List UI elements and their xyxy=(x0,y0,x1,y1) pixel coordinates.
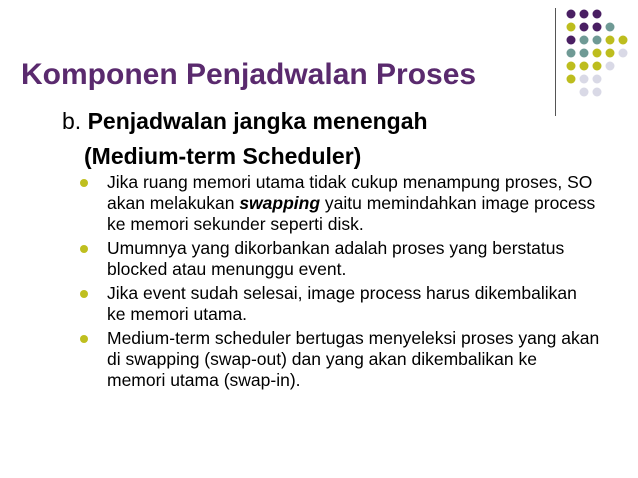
section-heading xyxy=(62,104,428,174)
bullet-text: Jika event sudah selesai, image process harus dikembalikan ke memori utama. xyxy=(107,283,577,324)
section-heading-line1: Penjadwalan jangka menengah xyxy=(87,108,428,134)
bullet-dot-icon xyxy=(80,245,88,253)
slide-title: Komponen Penjadwalan Proses xyxy=(21,58,477,91)
list-item xyxy=(80,328,600,391)
list-item xyxy=(80,238,600,280)
bullet-text: Medium-term scheduler bertugas menyeleksi proses yang akan di swapping (swap-out) dan yang akan dikembalikan ke memori utama (swap-in). xyxy=(107,328,600,390)
section-heading-line2: (Medium-term Scheduler) xyxy=(84,143,362,169)
bullet-text-after: yaitu memindahkan image process ke memori sekunder seperti disk. xyxy=(107,193,596,234)
bullet-text-before: Jika ruang memori utama tidak cukup menampung proses, SO akan melakukan xyxy=(107,172,593,213)
section-prefix: b. xyxy=(62,108,82,134)
bullet-emphasis: swapping xyxy=(239,193,321,213)
bullet-dot-icon xyxy=(80,179,88,187)
bullet-dot-icon xyxy=(80,335,88,343)
list-item xyxy=(80,283,600,325)
list-item xyxy=(80,172,600,235)
bullet-text: Umumnya yang dikorbankan adalah proses yang berstatus blocked atau menunggu event. xyxy=(107,238,565,279)
divider-line xyxy=(555,8,556,116)
bullet-list xyxy=(80,172,600,394)
decorative-dots xyxy=(563,8,635,108)
bullet-dot-icon xyxy=(80,290,88,298)
